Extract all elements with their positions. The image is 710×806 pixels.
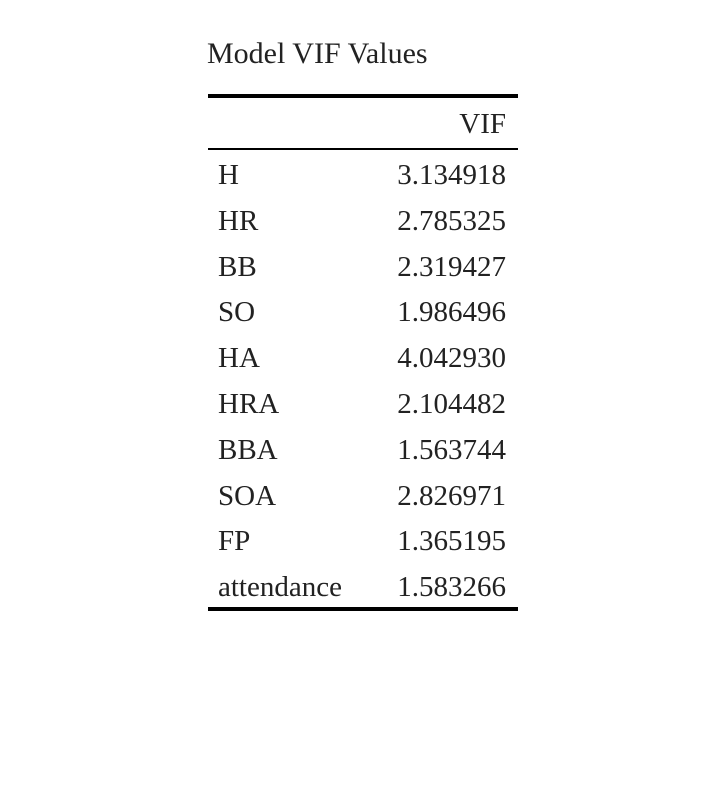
row-vif-value: 2.826971	[397, 479, 506, 512]
row-vif-value: 1.986496	[397, 296, 506, 329]
table-row	[208, 334, 518, 380]
column-header-vif: VIF	[459, 108, 506, 140]
table-row	[208, 243, 518, 289]
row-label: attendance	[218, 571, 342, 604]
row-vif-value: 2.319427	[397, 250, 506, 283]
table-row	[208, 563, 518, 609]
row-vif-value: 1.563744	[397, 433, 506, 466]
row-label: BBA	[218, 433, 278, 466]
table-row	[208, 151, 518, 197]
row-vif-value: 1.583266	[397, 571, 506, 604]
row-vif-value: 4.042930	[397, 342, 506, 375]
table-row	[208, 472, 518, 518]
table-row	[208, 426, 518, 472]
row-label: HR	[218, 204, 259, 237]
vif-table	[208, 94, 518, 611]
row-vif-value: 2.104482	[397, 387, 506, 420]
table-row	[208, 380, 518, 426]
row-label: H	[218, 159, 239, 191]
row-label: BB	[218, 250, 257, 283]
table-row	[208, 197, 518, 243]
table-row	[208, 288, 518, 334]
row-label: HRA	[218, 387, 280, 420]
table-body	[208, 150, 518, 609]
row-label: HA	[218, 342, 260, 375]
row-label: SO	[218, 296, 256, 329]
row-label: FP	[218, 525, 251, 558]
table-header-row	[208, 98, 518, 148]
row-label: SOA	[218, 479, 277, 512]
row-vif-value: 1.365195	[397, 525, 506, 558]
table-row	[208, 517, 518, 563]
row-vif-value: 3.134918	[397, 159, 506, 191]
row-vif-value: 2.785325	[397, 204, 506, 237]
table-caption: Model VIF Values	[207, 37, 428, 70]
